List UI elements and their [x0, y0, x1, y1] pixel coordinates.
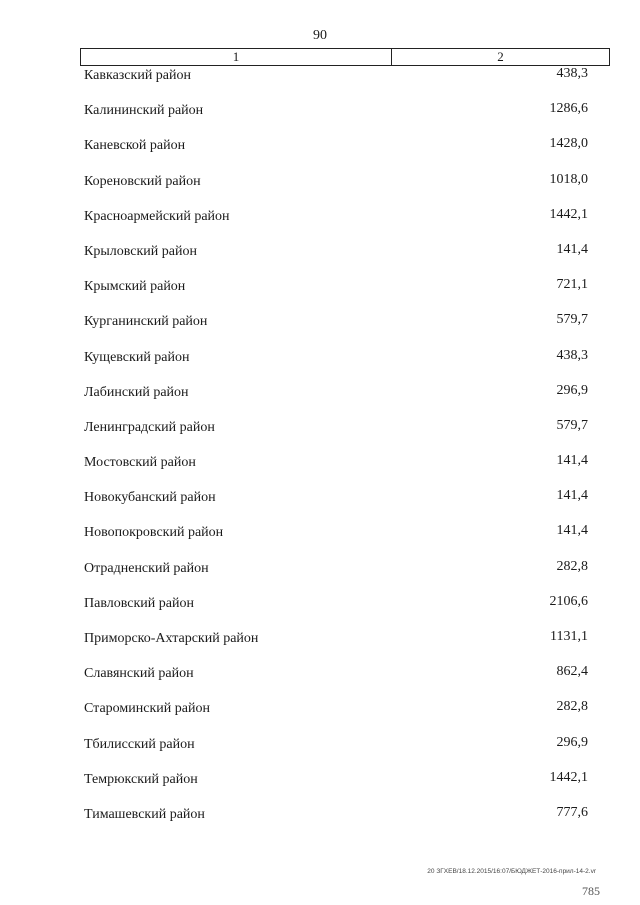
- district-name: Славянский район: [84, 666, 194, 682]
- table-row: [0, 449, 640, 484]
- district-name: Каневской район: [84, 138, 186, 154]
- table-row: [0, 308, 640, 343]
- district-name: Ленинградский район: [84, 419, 215, 435]
- table-row: [0, 379, 640, 414]
- district-value: 296,9: [556, 734, 588, 750]
- district-value: 438,3: [556, 347, 588, 363]
- district-name: Павловский район: [84, 595, 194, 611]
- table-row: [0, 97, 640, 132]
- district-name: Крымский район: [84, 279, 186, 295]
- district-value: 1442,1: [549, 769, 588, 785]
- table-row: [0, 203, 640, 238]
- document-footer-code: 20 ЗГХЕВ/18.12.2015/16:07/БЮДЖЕТ-2016-прил-14-2.vr: [427, 868, 596, 875]
- district-value: 777,6: [556, 804, 588, 820]
- table-row: [0, 62, 640, 97]
- column-header-1: 1: [81, 49, 392, 65]
- district-name: Тимашевский район: [84, 806, 205, 822]
- district-value: 862,4: [556, 664, 588, 680]
- district-table: [0, 62, 640, 836]
- district-value: 1428,0: [549, 136, 588, 152]
- table-row: [0, 660, 640, 695]
- district-name: Мостовский район: [84, 455, 196, 471]
- district-value: 1131,1: [550, 629, 588, 644]
- district-value: 141,4: [556, 523, 588, 539]
- table-row: [0, 590, 640, 625]
- page-number: 90: [313, 28, 327, 43]
- table-row: [0, 484, 640, 519]
- district-name: Новопокровский район: [84, 525, 224, 541]
- table-row: [0, 801, 640, 836]
- district-name: Курганинский район: [84, 314, 208, 330]
- district-value: 282,8: [556, 699, 588, 715]
- district-value: 141,4: [556, 488, 588, 504]
- table-row: [0, 625, 640, 660]
- district-value: 1442,1: [549, 206, 588, 222]
- district-value: 1018,0: [549, 171, 588, 187]
- table-row: [0, 168, 640, 203]
- district-name: Темрюкский район: [84, 771, 198, 787]
- district-name: Крыловский район: [84, 243, 197, 259]
- table-row: [0, 132, 640, 167]
- table-row: [0, 238, 640, 273]
- district-name: Кореновский район: [84, 173, 201, 189]
- district-value: 141,4: [556, 241, 588, 257]
- district-name: Лабинский район: [84, 384, 189, 400]
- district-name: Тбилисский район: [84, 736, 195, 752]
- table-row: [0, 414, 640, 449]
- district-name: Приморско-Ахтарский район: [84, 631, 259, 646]
- table-row: [0, 731, 640, 766]
- district-value: 282,8: [556, 558, 588, 574]
- district-name: Красноармейский район: [84, 208, 230, 224]
- district-name: Новокубанский район: [84, 490, 216, 506]
- district-value: 141,4: [556, 453, 588, 469]
- district-name: Калининский район: [84, 103, 204, 119]
- table-row: [0, 555, 640, 590]
- page-stamp-number: 785: [582, 884, 600, 898]
- table-row: [0, 695, 640, 730]
- table-row: [0, 766, 640, 801]
- district-name: Кавказский район: [84, 68, 192, 83]
- district-value: 1286,6: [549, 101, 588, 117]
- district-value: 296,9: [556, 382, 588, 398]
- table-row: [0, 344, 640, 379]
- district-name: Староминский район: [84, 701, 210, 717]
- table-row: [0, 519, 640, 554]
- district-value: 579,7: [556, 417, 588, 433]
- district-value: 438,3: [556, 66, 588, 81]
- district-value: 2106,6: [549, 593, 588, 609]
- district-name: Кущевский район: [84, 349, 190, 365]
- district-value: 721,1: [556, 277, 588, 293]
- table-row: [0, 273, 640, 308]
- column-header-2: 2: [497, 49, 504, 64]
- district-value: 579,7: [556, 312, 588, 328]
- district-name: Отрадненский район: [84, 560, 209, 576]
